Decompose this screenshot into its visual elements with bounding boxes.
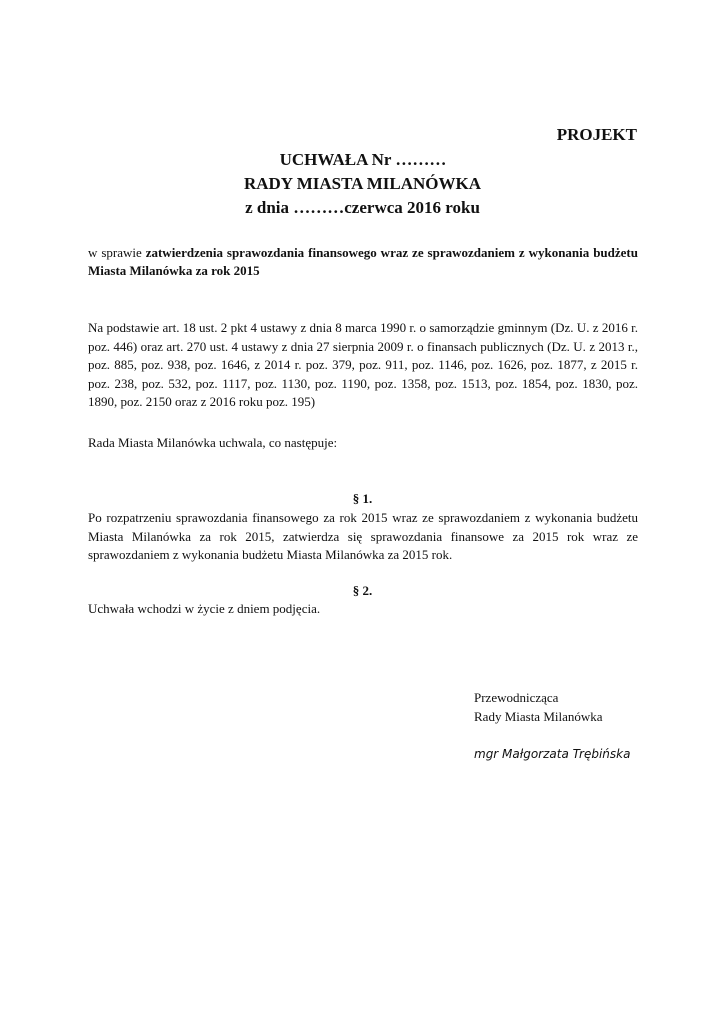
- resolution-subject: [88, 244, 638, 280]
- signer-role-line2: Rady Miasta Milanówka: [474, 709, 603, 724]
- paragraph-2-title: § 2.: [352, 583, 373, 598]
- signer-role-line1: Przewodnicząca: [474, 690, 559, 705]
- status-label: PROJEKT: [556, 125, 637, 144]
- resolution-date: z dnia ………czerwca 2016 roku: [245, 198, 480, 217]
- paragraph-1-text: Po rozpatrzeniu sprawozdania finansowego za rok 2015 wraz ze sprawozdaniem z wykonania budżetu Miasta Milanówka za rok 2015, zatwierdza się sprawozdania finansowe za 2015 rok wraz ze sprawozdaniem z wykonania budżetu Miasta Milanówka za 2015 rok.: [88, 510, 638, 562]
- legal-basis: Na podstawie art. 18 ust. 2 pkt 4 ustawy z dnia 8 marca 1990 r. o samorządzie gminnym (Dz. U. z 2016 r. poz. 446) oraz art. 270 ust. 4 ustawy z dnia 27 sierpnia 2009 r. o finansach publicznych (Dz. U. z 2013 r., poz. 885, poz. 938, poz. 1646, z 2014 r. poz. 379, poz. 911, poz. 1146, poz. 1626, poz. 1877, z 2015 r. poz. 238, poz. 532, poz. 1117, poz. 1130, poz. 1190, poz. 1358, poz. 1513, poz. 1854, poz. 1830, poz. 1890, poz. 2150 oraz z 2016 roku poz. 195): [88, 320, 638, 409]
- paragraph-2-text: Uchwała wchodzi w życie z dniem podjęcia.: [88, 601, 321, 616]
- resolution-title: [0, 148, 725, 220]
- council-name: RADY MIASTA MILANÓWKA: [243, 174, 482, 193]
- paragraph-1-title: § 1.: [352, 491, 373, 506]
- subject-text: zatwierdzenia sprawozdania finansowego wraz ze sprawozdaniem z wykonania budżetu Miasta Milanówka za rok 2015: [88, 245, 638, 278]
- decree-intro: Rada Miasta Milanówka uchwala, co następuje:: [88, 435, 338, 450]
- signer-name: mgr Małgorzata Trębińska: [474, 747, 631, 761]
- signature-block: [474, 688, 603, 726]
- resolution-number: UCHWAŁA Nr ………: [279, 150, 447, 169]
- subject-prefix: w sprawie: [88, 245, 146, 260]
